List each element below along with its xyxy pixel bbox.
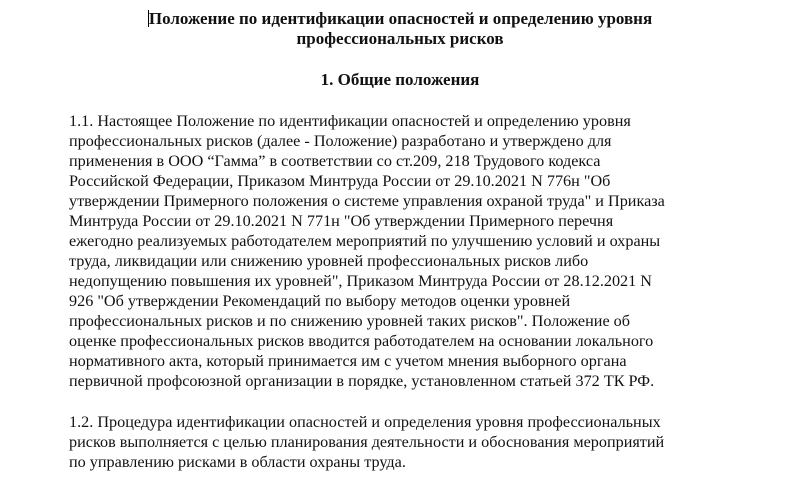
document-title [0,9,800,49]
document-title-line: профессиональных рисков [296,29,504,48]
text-line: 926 "Об утверждении Рекомендаций по выбору методов оценки уровней [69,292,571,310]
text-line: ежегодно реализуемых работодателем мероприятий по улучшению условий и охраны [69,232,661,250]
paragraph-1-2 [69,412,769,472]
text-line: 1.2. Процедура идентификации опасностей и определения уровня профессиональных [69,413,661,431]
text-line: по управлению рисками в области охраны труда. [69,453,406,471]
text-line: применения в ООО “Гамма” в соответствии со ст.209, 218 Трудового кодекса [69,152,601,170]
document-title-line: Положение по идентификации опасностей и определению уровня [148,9,653,28]
section-heading: 1. Общие положения [320,70,480,89]
paragraph-1-1 [69,111,769,391]
text-line: рисков выполняется с целью планирования деятельности и обоснования мероприятий [69,433,665,451]
text-line: недопущению повышения их уровней", Приказом Минтруда России от 28.12.2021 N [69,272,652,290]
text-line: 1.1. Настоящее Положение по идентификации опасностей и определению уровня [69,112,631,130]
text-line: первичной профсоюзной организации в порядке, установленном статьей 372 ТК РФ. [69,372,655,390]
text-line: оценке профессиональных рисков вводится работодателем на основании локального [69,332,654,350]
text-line: Минтруда России от 29.10.2021 N 771н "Об утверждении Примерного перечня [69,212,614,230]
text-line: утверждении Примерного положения о системе управления охраной труда" и Приказа [69,192,665,210]
text-line: нормативного акта, который принимается им с учетом мнения выборного органа [69,352,627,370]
text-line: профессиональных рисков и по снижению уровней таких рисков". Положение об [69,312,631,330]
text-line: Российской Федерации, Приказом Минтруда России от 29.10.2021 N 776н "Об [69,172,611,190]
text-line: профессиональных рисков (далее - Положение) разработано и утверждено для [69,132,612,150]
text-line: труда, ликвидации или снижению уровней профессиональных рисков либо [69,252,589,270]
